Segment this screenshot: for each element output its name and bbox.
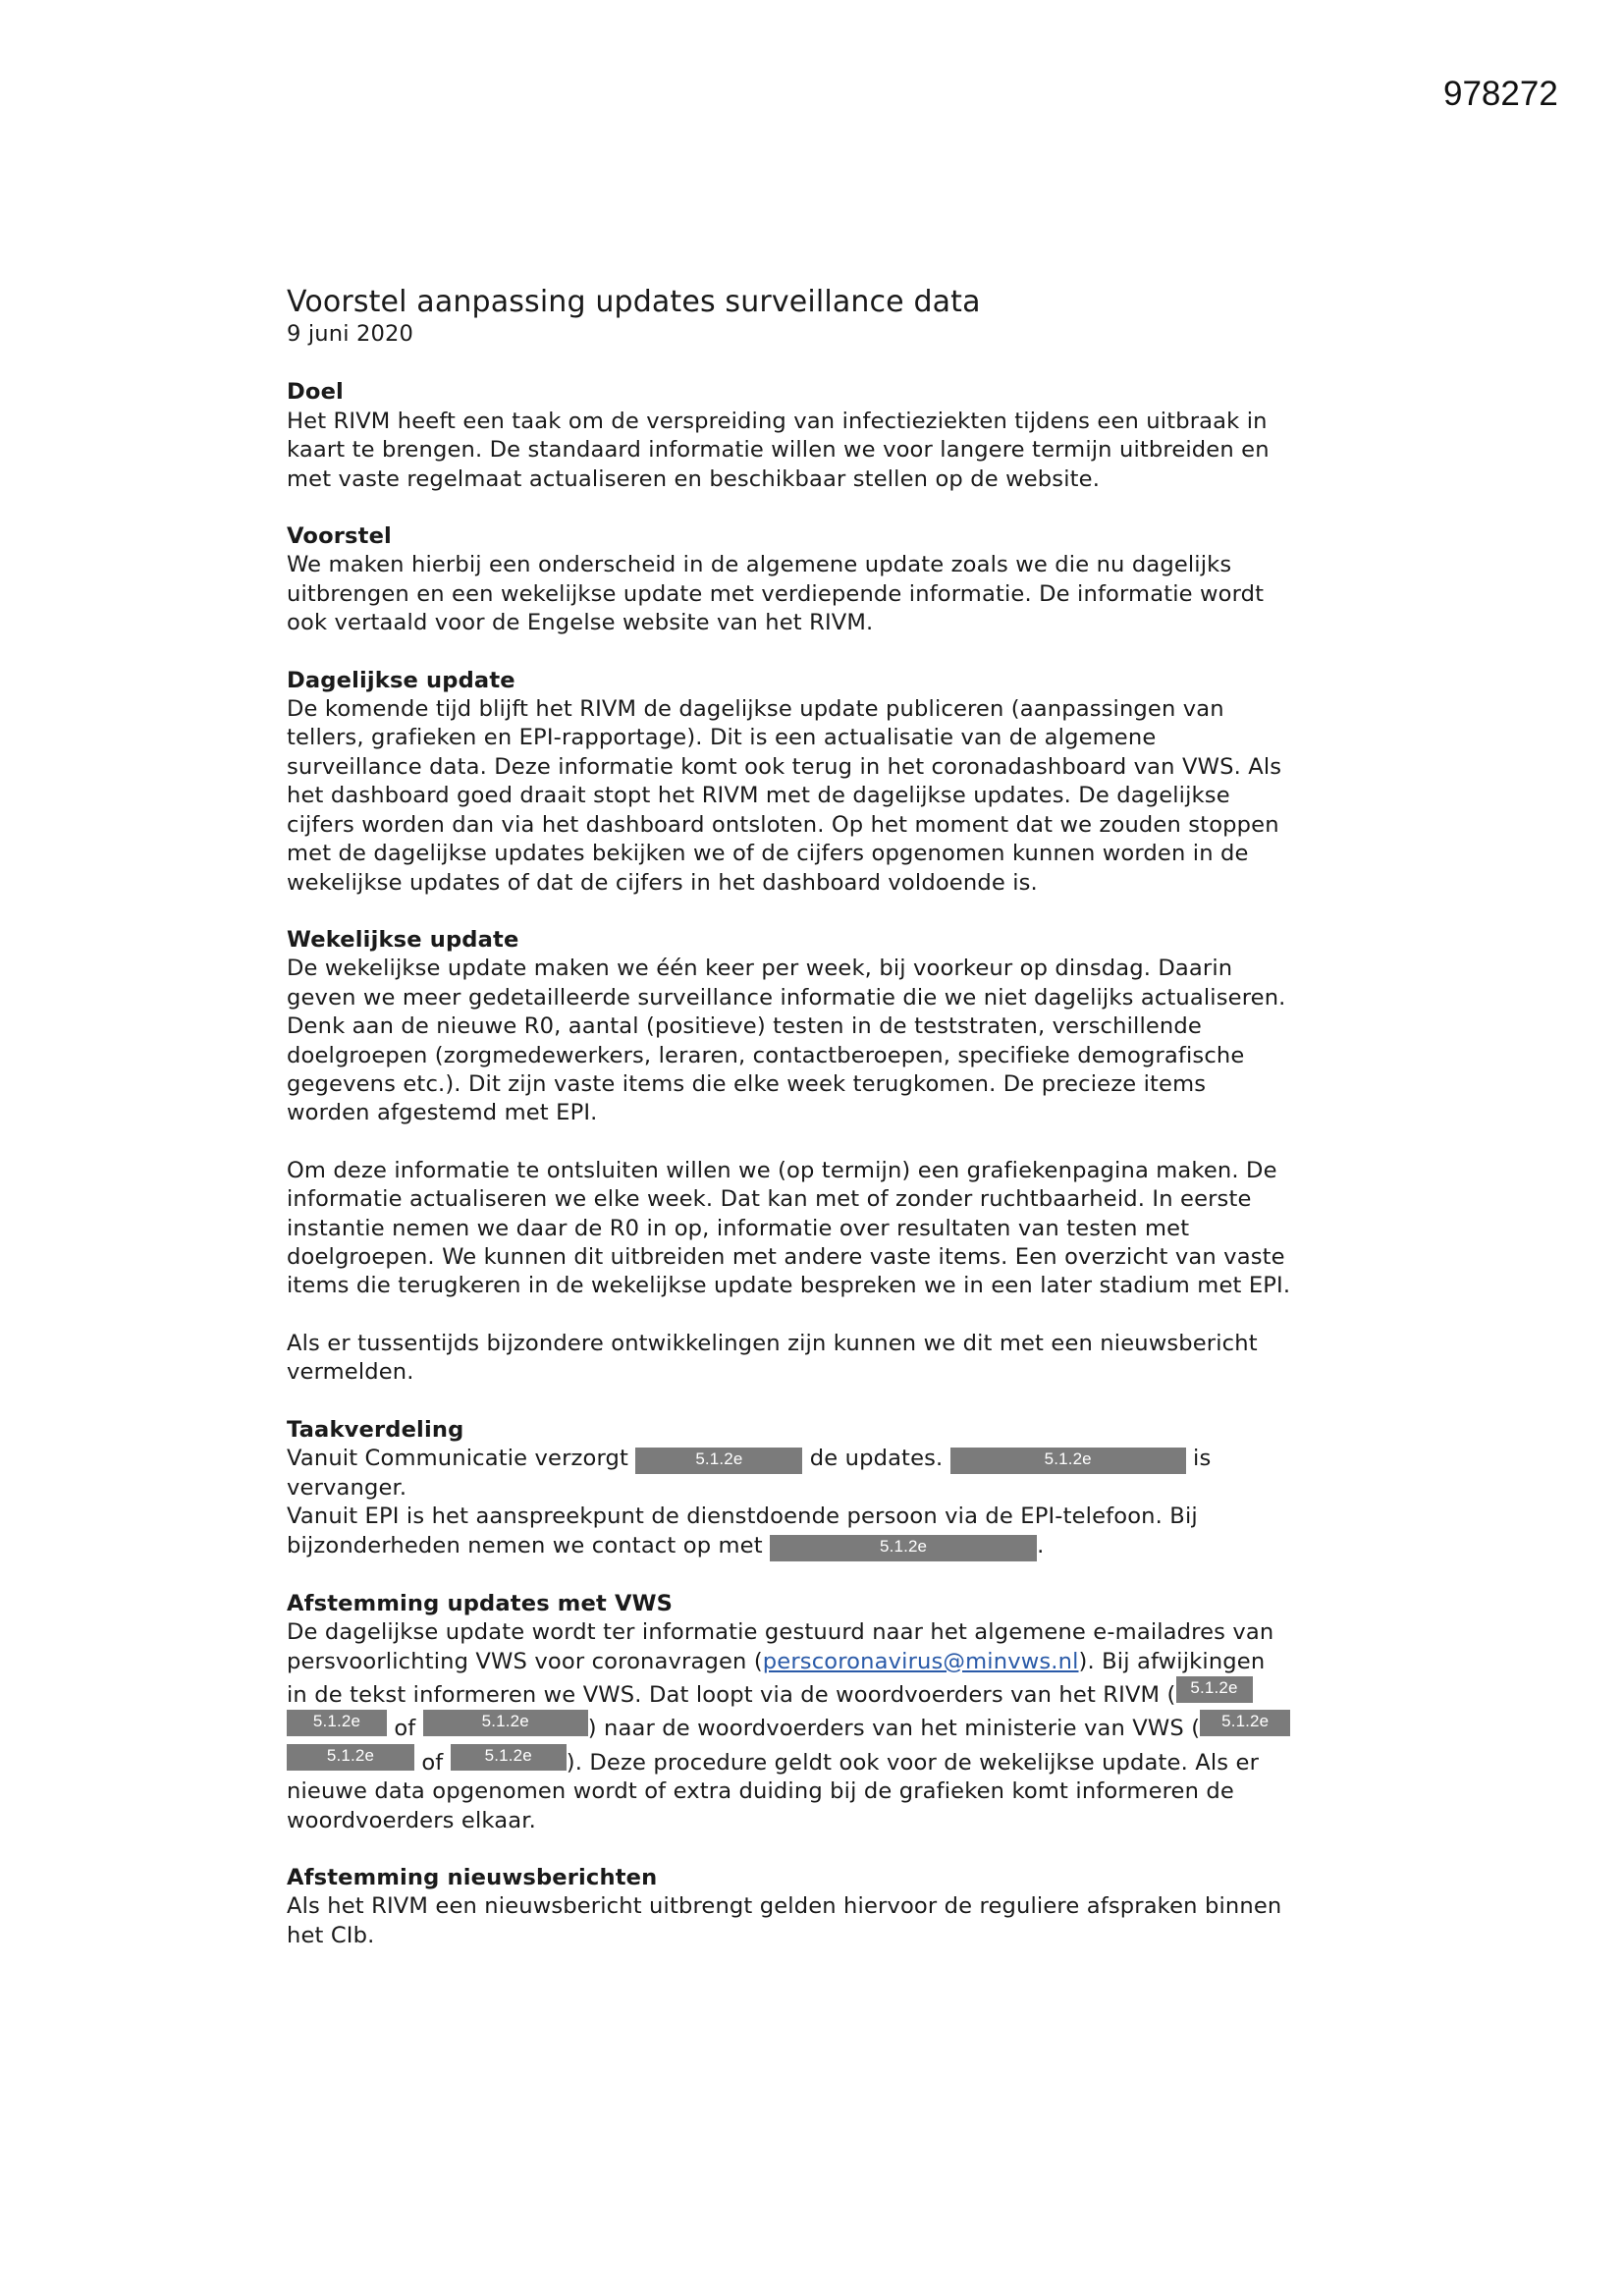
- redaction-block: 5.1.2e: [287, 1710, 387, 1736]
- section-doel: [287, 378, 1357, 494]
- section-heading: Voorstel: [287, 523, 392, 550]
- section-heading: Taakverdeling: [287, 1416, 464, 1443]
- section-voorstel: [287, 522, 1357, 638]
- section-dagelijkse-update: [287, 667, 1357, 898]
- email-link[interactable]: perscoronavirus@minvws.nl: [762, 1648, 1079, 1674]
- redaction-block: 5.1.2e: [451, 1744, 567, 1771]
- redaction-block: 5.1.2e: [950, 1448, 1186, 1474]
- section-afstemming-vws: [287, 1590, 1357, 1835]
- section-body: De komende tijd blijft het RIVM de dagelijkse update publiceren (aanpassingen van tellers, grafieken en EPI-rapportage). Dit is een actualisatie van de algemene surveillance data. Deze informatie komt ook terug in het coronadashboard van VWS. Als het dashboard goed draait stopt het RIVM met de dagelijkse updates. De dagelijkse cijfers worden dan via het dashboard ontsloten. Op het moment dat we zouden stoppen met de dagelijkse updates bekijken we of de cijfers opgenomen kunnen worden in de wekelijkse updates of dat de cijfers in het dashboard voldoende is.: [287, 696, 1282, 896]
- section-body: Om deze informatie te ontsluiten willen we (op termijn) een grafiekenpagina maken. De informatie actualiseren we elke week. Dat kan met of zonder ruchtbaarheid. In eerste instantie nemen we daar de R0 in op, informatie over resultaten van testen met doelgroepen. We kunnen dit uitbreiden met andere vaste items. Een overzicht van vaste items die terugkeren in de wekelijkse update bespreken we in een later stadium met EPI.: [287, 1157, 1291, 1299]
- section-body: Het RIVM heeft een taak om de verspreiding van infectieziekten tijdens een uitbraak in kaart te brengen. De standaard informatie willen we voor langere termijn uitbreiden en met vaste regelmaat actualiseren en beschikbaar stellen op de website.: [287, 408, 1270, 492]
- redaction-block: 5.1.2e: [1176, 1676, 1253, 1703]
- section-heading: Wekelijkse update: [287, 926, 519, 953]
- document-title: Voorstel aanpassing updates surveillance data: [287, 285, 981, 319]
- section-wekelijkse-update: [287, 926, 1357, 1388]
- document-date: 9 juni 2020: [287, 321, 414, 347]
- section-heading: Doel: [287, 379, 344, 406]
- section-body: We maken hierbij een onderscheid in de algemene update zoals we die nu dagelijks uitbrengen en een wekelijkse update met verdiepende informatie. De informatie wordt ook vertaald voor de Engelse website van het RIVM.: [287, 552, 1265, 636]
- section-taakverdeling: [287, 1416, 1357, 1561]
- redaction-block: 5.1.2e: [635, 1448, 802, 1474]
- section-body: De dagelijkse update wordt ter informatie gestuurd naar het algemene e-mailadres van persvoorlichting VWS voor coronavragen (perscoronavirus@minvws.nl). Bij afwijkingen in de tekst informeren we VWS. Dat loopt via de woordvoerders van het RIVM ( 5.1.2e 5.1.2e of 5.1.2e ) naar de woordvoerders van het ministerie van VWS ( 5.1.2e 5.1.2e of 5.1.2e ). Deze procedure geldt ook voor de wekelijkse update. Als er nieuwe data opgenomen wordt of extra duiding bij de grafieken komt informeren de woordvoerders elkaar.: [287, 1618, 1357, 1835]
- section-afstemming-nieuwsberichten: [287, 1864, 1357, 1950]
- redaction-block: 5.1.2e: [770, 1535, 1037, 1561]
- section-body: Vanuit Communicatie verzorgt 5.1.2e de updates. 5.1.2e is vervanger. Vanuit EPI is het aanspreekpunt de dienstdoende persoon via de EPI-telefoon. Bij bijzonderheden nemen we contact op met 5.1.2e .: [287, 1445, 1357, 1561]
- section-heading: Dagelijkse update: [287, 667, 515, 693]
- redaction-block: 5.1.2e: [1200, 1710, 1290, 1736]
- redaction-block: 5.1.2e: [423, 1710, 588, 1736]
- section-body: Als er tussentijds bijzondere ontwikkelingen zijn kunnen we dit met een nieuwsbericht vermelden.: [287, 1330, 1258, 1386]
- section-body: De wekelijkse update maken we één keer per week, bij voorkeur op dinsdag. Daarin geven we meer gedetailleerde surveillance informatie die we niet dagelijks actualiseren. Denk aan de nieuwe R0, aantal (positieve) testen in de teststraten, verschillende doelgroepen (zorgmedewerkers, leraren, contactberoepen, specifieke demografische gegevens etc.). Dit zijn vaste items die elke week terugkomen. De precieze items worden afgestemd met EPI.: [287, 956, 1286, 1126]
- document-body: [287, 285, 1357, 1979]
- redaction-block: 5.1.2e: [287, 1744, 414, 1771]
- section-heading: Afstemming updates met VWS: [287, 1590, 674, 1616]
- section-heading: Afstemming nieuwsberichten: [287, 1865, 658, 1891]
- page-number: 978272: [1443, 75, 1558, 113]
- section-body: Als het RIVM een nieuwsbericht uitbrengt gelden hiervoor de reguliere afspraken binnen het CIb.: [287, 1893, 1282, 1948]
